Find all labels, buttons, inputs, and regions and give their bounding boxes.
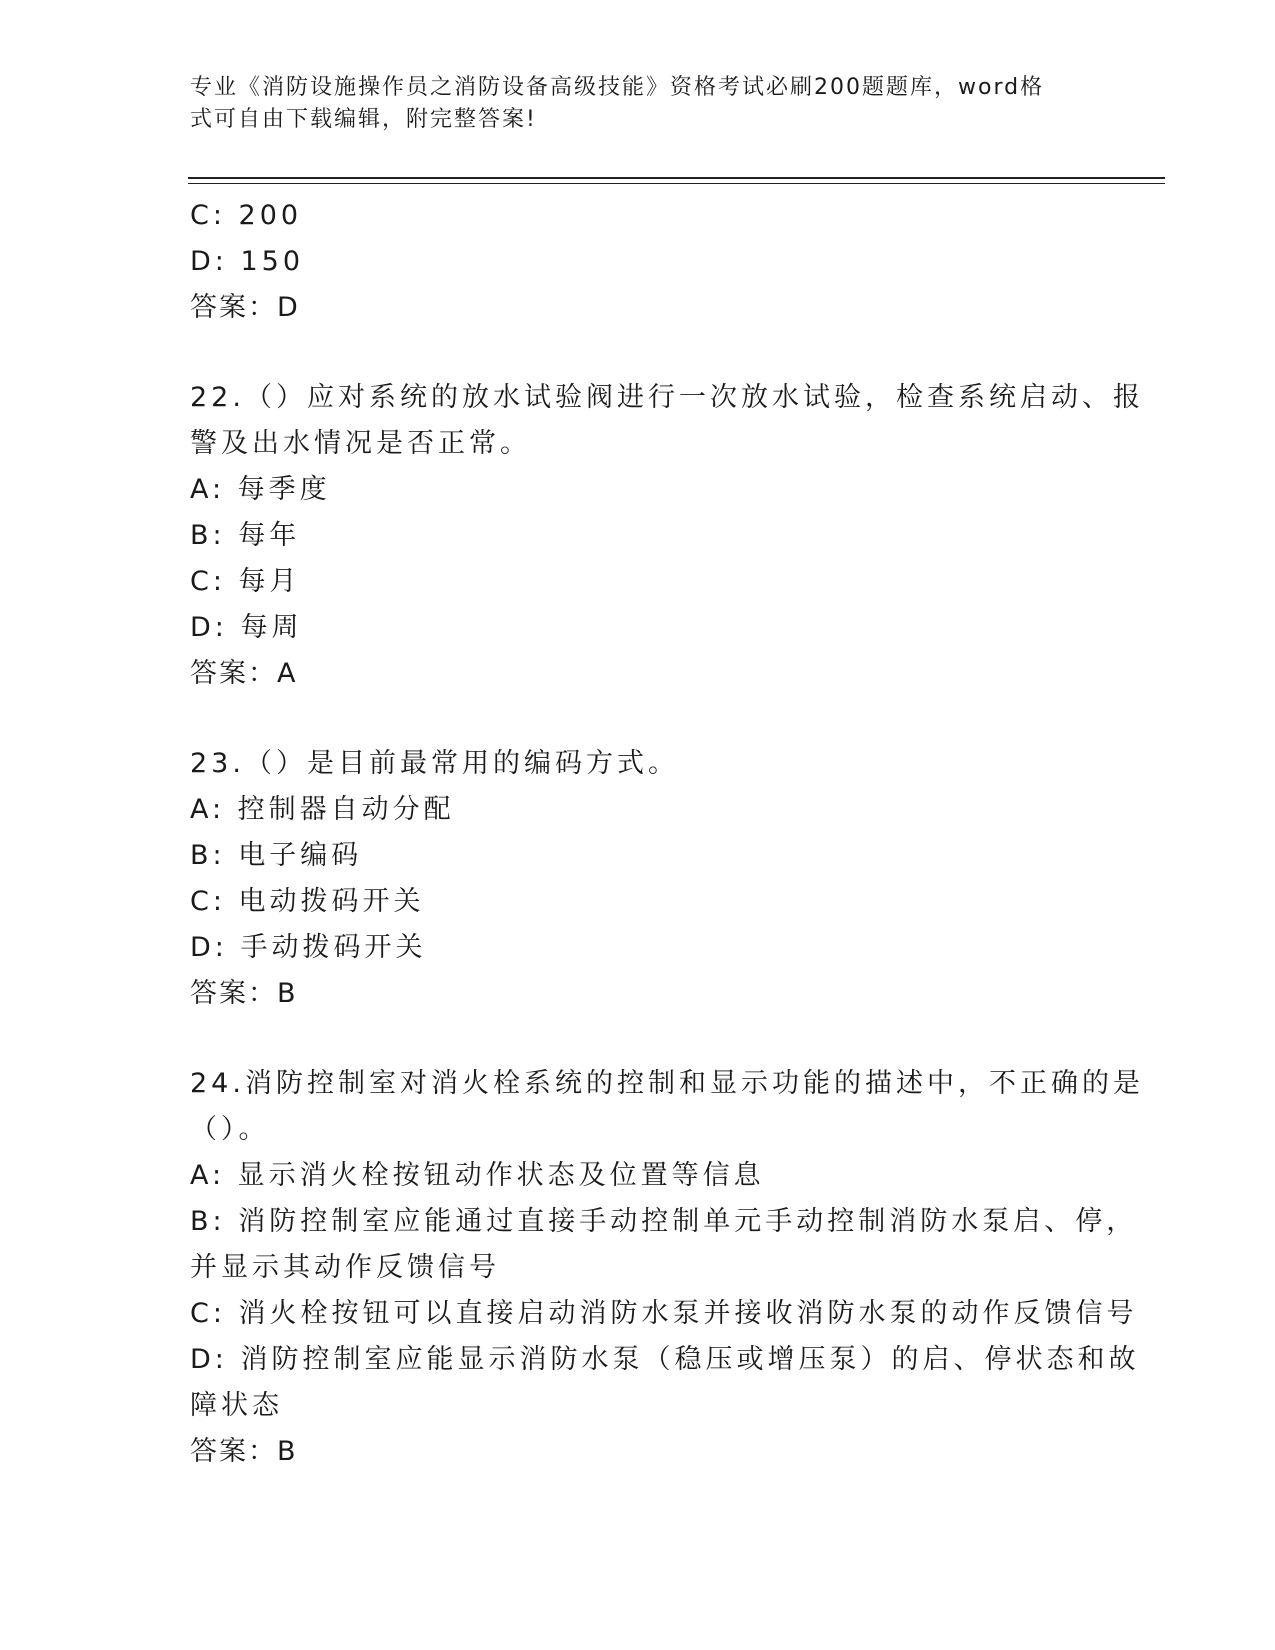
option-d: D: 手动拨码开关: [190, 932, 427, 963]
header-rule-thick: [188, 177, 1165, 179]
document-header: [190, 72, 1090, 136]
question-stem-line-1: 22.（）应对系统的放水试验阀进行一次放水试验，检查系统启动、报: [190, 382, 1144, 413]
option-a: A: 显示消火栓按钮动作状态及位置等信息: [190, 1160, 765, 1191]
question-stem-line-1: 23.（）是目前最常用的编码方式。: [190, 748, 679, 779]
header-line-2: 式可自由下载编辑，附完整答案!: [190, 107, 537, 132]
answer-line: 答案：B: [190, 1436, 298, 1467]
option-c: C: 每月: [190, 566, 301, 597]
spacer: [190, 331, 1090, 375]
question-24: [190, 1061, 1144, 1475]
answer-line: 答案：B: [190, 978, 298, 1009]
option-b: B: 电子编码: [190, 840, 363, 871]
option-d-line-2: 障状态: [190, 1390, 283, 1421]
question-22: [190, 375, 1144, 697]
option-c: C: 电动拨码开关: [190, 886, 425, 917]
option-a: A: 每季度: [190, 474, 331, 505]
option-b-line-2: 并显示其动作反馈信号: [190, 1252, 500, 1283]
answer-line: 答案：D: [190, 292, 300, 323]
option-a: A: 控制器自动分配: [190, 794, 455, 825]
answer-line: 答案：A: [190, 658, 298, 689]
question-stem-line-2: 警及出水情况是否正常。: [190, 428, 531, 459]
option-b-line-1: B: 消防控制室应能通过直接手动控制单元手动控制消防水泵启、停，: [190, 1206, 1138, 1237]
question-21: [190, 193, 1090, 331]
question-stem-line-1: 24.消防控制室对消火栓系统的控制和显示功能的描述中，不正确的是: [190, 1068, 1144, 1099]
header-line-1: 专业《消防设施操作员之消防设备高级技能》资格考试必刷200题题库，word格: [190, 75, 1045, 100]
option-d: D: 每周: [190, 612, 303, 643]
option-b: B: 每年: [190, 520, 301, 551]
option-c: C: 消火栓按钮可以直接启动消防水泵并接收消防水泵的动作反馈信号: [190, 1298, 1138, 1329]
document-body: [190, 193, 1144, 1475]
question-stem-line-2: （）。: [190, 1114, 270, 1145]
header-rule-thin: [188, 183, 1165, 184]
spacer: [190, 1017, 1090, 1061]
option-d-line-1: D: 消防控制室应能显示消防水泵（稳压或增压泵）的启、停状态和故: [190, 1344, 1140, 1375]
spacer: [190, 697, 1090, 741]
question-23: [190, 741, 1090, 1017]
option-c: C: 200: [190, 200, 303, 231]
option-d: D: 150: [190, 246, 305, 277]
